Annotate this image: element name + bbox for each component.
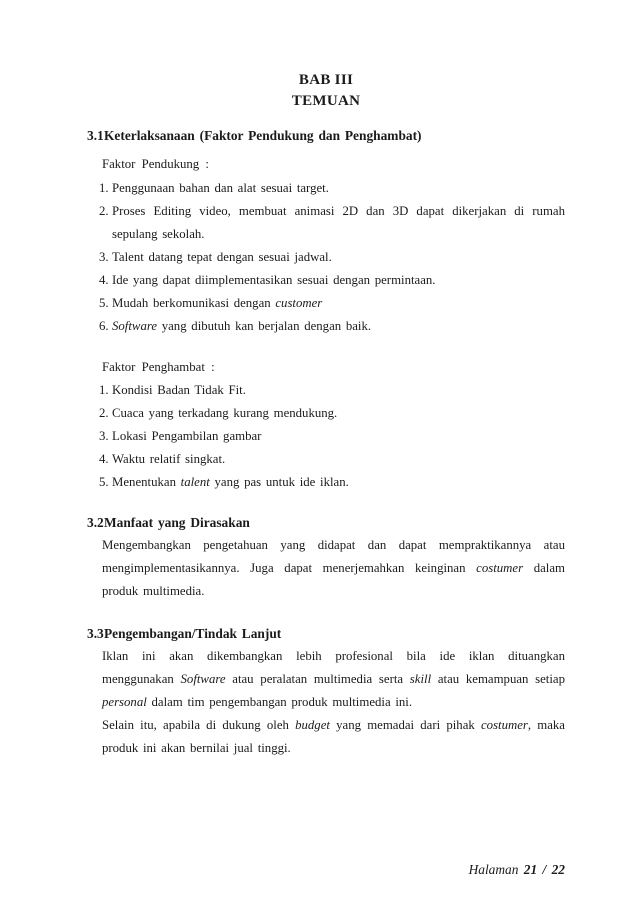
chapter-name: TEMUAN <box>291 93 361 109</box>
list-item-number: 4. <box>99 452 109 466</box>
section-title: Pengembangan/Tindak Lanjut <box>104 626 282 641</box>
section-3-3-paragraph-1: Iklan ini akan dikembangkan lebih profesional bila ide iklan dituangkan menggunakan Software atau peralatan multimedia serta skill atau kemampuan setiap personal dalam tim pengembangan produk multimedia ini. <box>102 649 565 709</box>
penghambat-label: Faktor Penghambat : <box>102 360 215 374</box>
list-item-text: Talent datang tepat dengan sesuai jadwal. <box>112 250 332 264</box>
list-item-text: Software yang dibutuh kan berjalan dengan baik. <box>112 319 372 333</box>
list-item-number: 6. <box>99 319 109 333</box>
section-heading-3-1 <box>87 124 565 147</box>
list-item-number: 3. <box>99 250 109 264</box>
section-number: 3.3 <box>87 626 104 641</box>
section-heading-3-2 <box>87 511 565 534</box>
list-item-number: 1. <box>99 383 109 397</box>
list-item <box>99 379 565 402</box>
pendukung-list <box>99 177 565 338</box>
section-3-2-paragraph: Mengembangkan pengetahuan yang didapat dan dapat mempraktikannya atau mengimplementasikannya. Juga dapat menerjemahkan keinginan costumer dalam produk multimedia. <box>102 538 566 598</box>
list-item-text: Proses Editing video, membuat animasi 2D dan 3D dapat dikerjakan di rumah sepulang sekolah. <box>112 204 565 241</box>
list-item <box>99 269 565 292</box>
list-item-text: Kondisi Badan Tidak Fit. <box>112 383 246 397</box>
list-item-number: 5. <box>99 296 109 310</box>
list-item-text: Penggunaan bahan dan alat sesuai target. <box>112 181 329 195</box>
chapter-number: BAB III <box>298 72 354 88</box>
list-item <box>99 177 565 200</box>
list-item-text: Waktu relatif singkat. <box>112 452 226 466</box>
list-item-number: 2. <box>99 204 109 218</box>
pendukung-label: Faktor Pendukung : <box>102 157 209 171</box>
section-3-3-paragraph-2: Selain itu, apabila di dukung oleh budget yang memadai dari pihak costumer, maka produk ini akan bernilai jual tinggi. <box>102 718 565 755</box>
list-item <box>99 402 565 425</box>
list-item <box>99 292 565 315</box>
list-item <box>99 425 565 448</box>
list-item-number: 1. <box>99 181 109 195</box>
list-item-text: Lokasi Pengambilan gambar <box>112 429 262 443</box>
section-title: Keterlaksanaan (Faktor Pendukung dan Penghambat) <box>104 128 422 143</box>
list-item-text: Cuaca yang terkadang kurang mendukung. <box>112 406 338 420</box>
list-item-number: 3. <box>99 429 109 443</box>
list-item <box>99 471 565 494</box>
list-item-number: 5. <box>99 475 109 489</box>
list-item <box>99 448 565 471</box>
penghambat-list <box>99 379 565 494</box>
chapter-title <box>87 70 565 112</box>
section-heading-3-3 <box>87 622 565 645</box>
list-item-text: Ide yang dapat diimplementasikan sesuai dengan permintaan. <box>112 273 436 287</box>
list-item-number: 2. <box>99 406 109 420</box>
list-item <box>99 200 565 246</box>
list-item <box>99 246 565 269</box>
list-item-number: 4. <box>99 273 109 287</box>
section-number: 3.2 <box>87 515 104 530</box>
list-item <box>99 315 565 338</box>
list-item-text: Mudah berkomunikasi dengan customer <box>112 296 323 310</box>
list-item-text: Menentukan talent yang pas untuk ide iklan. <box>112 475 349 489</box>
section-number: 3.1 <box>87 128 104 143</box>
section-title: Manfaat yang Dirasakan <box>104 515 250 530</box>
page-number: Halaman 21 / 22 <box>468 862 565 877</box>
